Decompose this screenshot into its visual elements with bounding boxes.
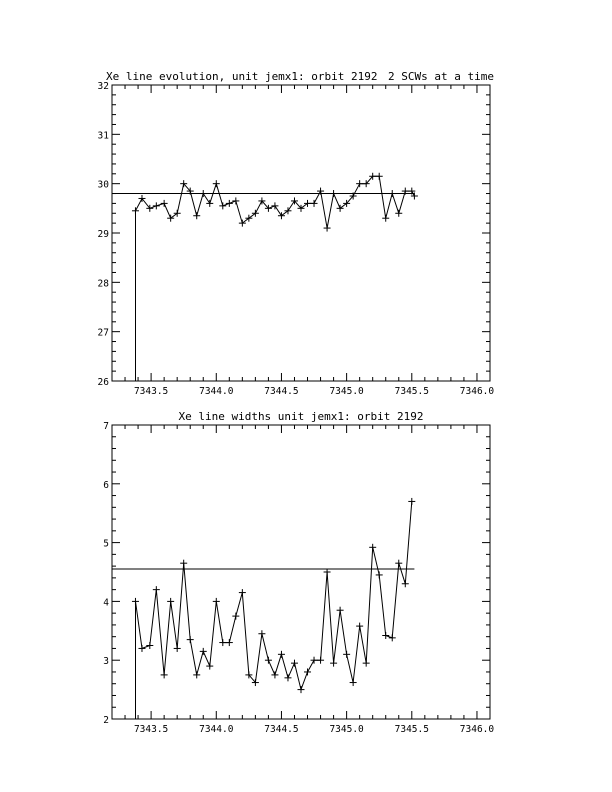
- data-point: [232, 613, 239, 620]
- data-point: [395, 210, 402, 217]
- x-tick-label: 7345.5: [394, 724, 429, 735]
- data-point: [363, 660, 370, 667]
- data-point: [206, 663, 213, 670]
- y-tick-label: 26: [97, 377, 109, 388]
- data-point: [161, 200, 168, 207]
- y-tick-label: 3: [103, 656, 109, 668]
- plot-frame: [112, 425, 490, 719]
- y-tick-label: 2: [103, 715, 109, 726]
- data-point: [317, 657, 324, 664]
- data-point: [187, 636, 194, 643]
- x-tick-label: 7345.0: [329, 386, 364, 397]
- data-point: [213, 180, 220, 187]
- data-point: [356, 623, 363, 630]
- data-point: [304, 668, 311, 675]
- y-tick-label: 32: [97, 81, 109, 92]
- data-point: [298, 686, 305, 693]
- data-point: [239, 589, 246, 596]
- panel-line-widths: [103, 410, 494, 735]
- x-tick-label: 7345.5: [394, 386, 429, 397]
- data-point: [271, 202, 278, 209]
- data-point: [356, 180, 363, 187]
- data-point: [330, 190, 337, 197]
- data-point: [226, 200, 233, 207]
- y-tick-label: 6: [103, 479, 109, 491]
- data-point: [174, 645, 181, 652]
- data-point: [258, 630, 265, 637]
- data-point: [389, 634, 396, 641]
- series-line: [136, 501, 412, 719]
- plot-frame: [112, 85, 490, 381]
- data-point: [265, 657, 272, 664]
- chart-title: Xe line widths unit jemx1: orbit 2192: [178, 410, 424, 423]
- data-point: [180, 560, 187, 567]
- y-tick-label: 7: [103, 421, 109, 432]
- data-point: [311, 657, 318, 664]
- y-tick-label: 30: [97, 179, 109, 191]
- data-point: [219, 202, 226, 209]
- x-tick-label: 7344.5: [264, 724, 299, 735]
- data-point: [278, 651, 285, 658]
- y-tick-label: 27: [97, 327, 109, 339]
- data-point: [146, 642, 153, 649]
- data-point: [350, 679, 357, 686]
- data-point: [226, 639, 233, 646]
- data-point: [206, 200, 213, 207]
- y-tick-label: 28: [97, 278, 109, 290]
- x-tick-label: 7344.5: [264, 386, 299, 397]
- data-point: [193, 212, 200, 219]
- x-tick-label: 7344.0: [199, 724, 234, 735]
- data-point: [200, 190, 207, 197]
- data-point: [213, 598, 220, 605]
- data-point: [376, 571, 383, 578]
- data-point: [284, 674, 291, 681]
- x-tick-label: 7343.5: [133, 724, 169, 735]
- x-tick-label: 7343.5: [133, 386, 169, 397]
- x-tick-label: 7346.0: [459, 386, 495, 397]
- y-tick-label: 29: [97, 229, 109, 240]
- data-point: [153, 586, 160, 593]
- data-point: [232, 197, 239, 204]
- data-point: [138, 645, 145, 652]
- data-point: [132, 207, 139, 214]
- data-point: [153, 202, 160, 209]
- data-point: [219, 639, 226, 646]
- data-point: [291, 660, 298, 667]
- data-point: [161, 671, 168, 678]
- data-point: [382, 632, 389, 639]
- y-tick-label: 5: [103, 538, 109, 550]
- data-point: [337, 607, 344, 614]
- y-tick-label: 4: [103, 597, 109, 609]
- chart-subtitle: 2 SCWs at a time: [388, 70, 494, 83]
- data-point: [193, 671, 200, 678]
- data-point: [311, 200, 318, 207]
- data-point: [382, 215, 389, 222]
- data-point: [200, 648, 207, 655]
- data-point: [389, 190, 396, 197]
- data-point: [343, 651, 350, 658]
- data-point: [408, 498, 415, 505]
- data-point: [402, 580, 409, 587]
- data-point: [132, 598, 139, 605]
- data-point: [369, 544, 376, 551]
- x-tick-label: 7344.0: [199, 386, 234, 397]
- data-point: [271, 671, 278, 678]
- data-point: [324, 225, 331, 232]
- data-point: [167, 215, 174, 222]
- panel-line-evolution: [98, 70, 495, 397]
- data-point: [167, 598, 174, 605]
- x-tick-label: 7346.0: [459, 724, 495, 735]
- x-tick-label: 7345.0: [329, 724, 364, 735]
- data-point: [330, 660, 337, 667]
- data-point: [376, 173, 383, 180]
- data-point: [395, 560, 402, 567]
- chart-title: Xe line evolution, unit jemx1: orbit 2192: [106, 70, 378, 83]
- y-tick-label: 31: [97, 130, 109, 142]
